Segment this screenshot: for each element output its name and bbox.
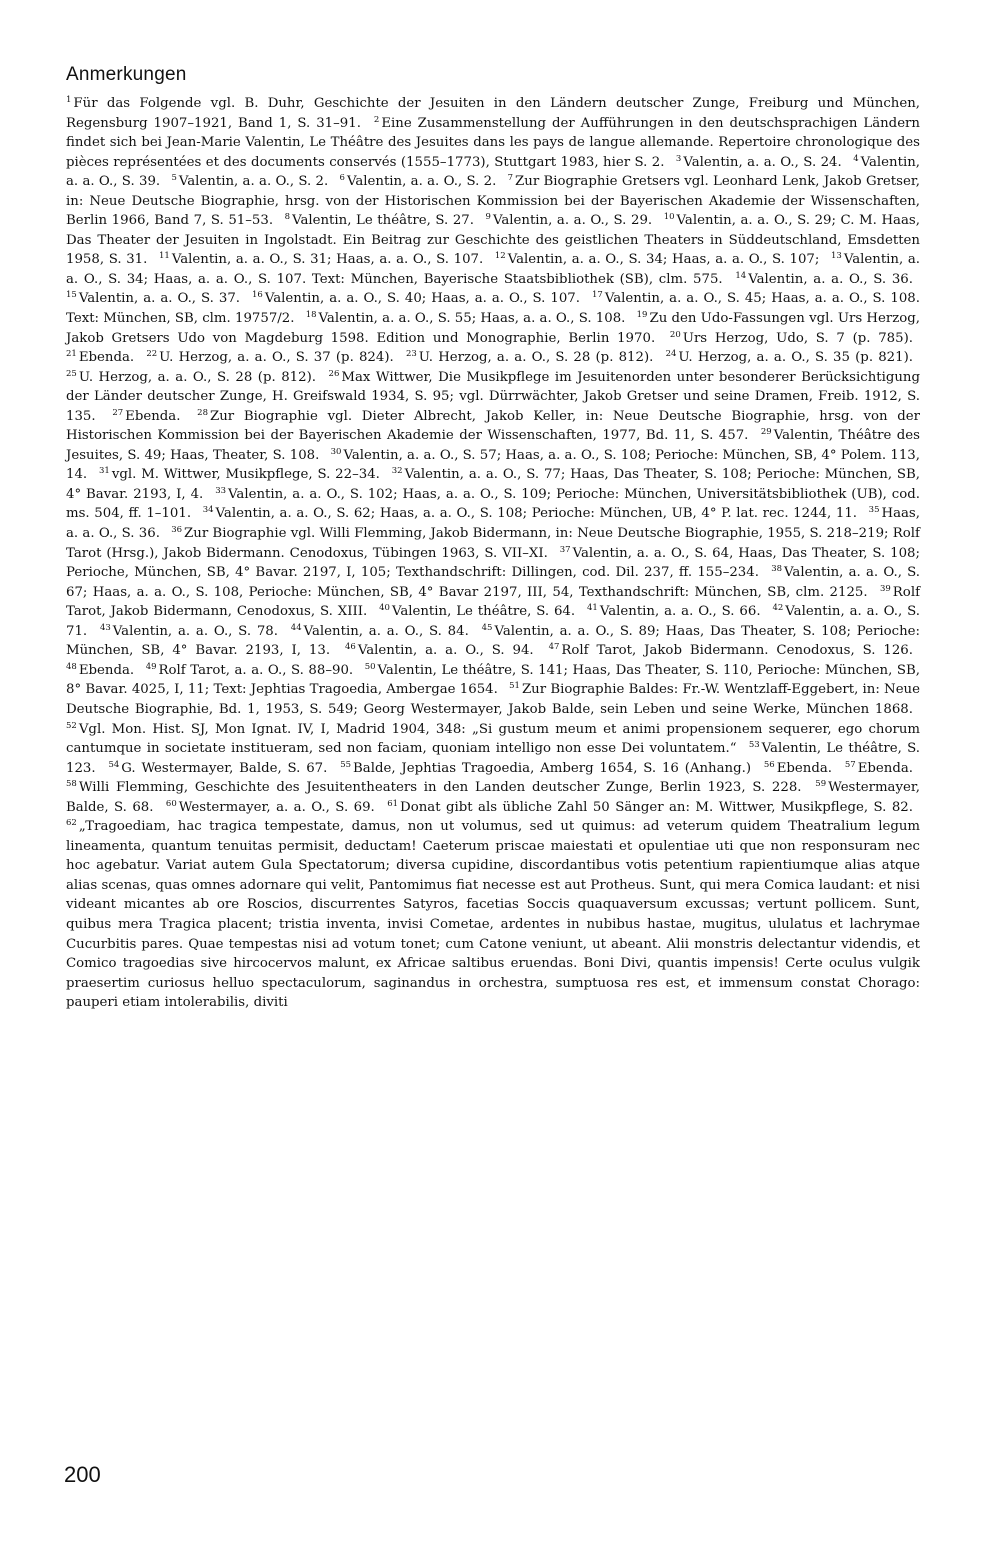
endnote-number: 59	[815, 779, 827, 790]
endnote	[379, 604, 582, 619]
endnote-number: 35	[868, 505, 880, 516]
endnote-number: 6	[339, 173, 345, 184]
endnote-text: Valentin, a. a. O., S. 57; Haas, a. a. O., S. 108; Perioche: München, SB, 4° Polem. 113, 14.	[66, 447, 920, 483]
endnote-number: 25	[66, 368, 77, 379]
endnote	[587, 604, 768, 619]
endnote-number: 53	[748, 740, 760, 751]
endnote-text: Zur Biographie Gretsers vgl. Leonhard Lenk, Jakob Gretser, in: Neue Deutsche Biographie, hrsg. von der Historischen Kommission bei der Bayerischen Akademie der Wissenschaften, Berlin 1966, Band 7, S. 51–53.	[66, 174, 920, 229]
endnote-number: 17	[591, 290, 603, 301]
endnote	[252, 291, 587, 306]
endnote-number: 47	[548, 642, 560, 653]
endnote	[203, 506, 864, 521]
endnote	[764, 761, 839, 776]
endnote-text: Zu den Udo-Fassungen vgl. Urs Herzog, Jakob Gretsers Udo von Magdeburg 1598. Edition und Monographie, Berlin 1970.	[66, 311, 920, 346]
endnote-text: Valentin, a. a. O., S. 34; Haas, a. a. O., S. 107. Text: München, Bayerische Staatsbibliothek (SB), clm. 575.	[66, 252, 921, 287]
endnote-text: Zur Biographie Baldes: Fr.-W. Wentzlaff-Eggebert, in: Neue Deutsche Biographie, Bd. 1, 1953, S. 549; Georg Westermayer, Jakob Balde, sein Leben und seine Werke, München 1868.	[66, 682, 920, 717]
endnote-text: Valentin, a. a. O., S. 39.	[66, 154, 920, 190]
endnote-text: Valentin, a. a. O., S. 29; C. M. Haas, Das Theater der Jesuiten in Ingolstadt. Ein Beitrag zur Geschichte des geistlichen Theaters in Süddeutschland, Emsdetten 1958, S. 31.	[66, 213, 920, 268]
endnote	[486, 213, 660, 228]
endnote-number: 54	[108, 759, 120, 770]
endnote-number: 61	[387, 798, 399, 809]
endnote-text: Westermayer, a. a. O., S. 69.	[178, 799, 375, 815]
endnote-text: Valentin, a. a. O., S. 78.	[112, 623, 278, 639]
endnote-text: Donat gibt als übliche Zahl 50 Sänger an: M. Wittwer, Musikpflege, S. 82.	[400, 799, 913, 815]
endnote-text: Valentin, a. a. O., S. 94.	[357, 643, 534, 659]
endnote-number: 31	[99, 466, 110, 477]
endnote-text: Valentin, a. a. O., S. 36.	[748, 271, 913, 287]
endnote-number: 51	[509, 681, 520, 692]
endnote	[166, 800, 382, 815]
endnote-number: 9	[485, 212, 491, 223]
endnote-number: 40	[379, 603, 390, 614]
endnote-text: Valentin, a. a. O., S. 55; Haas, a. a. O., S. 108.	[318, 311, 626, 327]
endnote-number: 46	[344, 642, 356, 653]
endnote-number: 52	[66, 720, 77, 731]
endnote-text: Valentin, a. a. O., S. 89; Haas, Das Theater, S. 108; Perioche: München, SB, 4° Bavar. 2193, I, 13.	[66, 623, 920, 659]
endnote-number: 26	[328, 368, 340, 379]
endnote-text: „Tragoediam, hac tragica tempestate, damus, non ut volumus, sed ut quimus: ad veterum quidem Theatralium legum lineamenta, quantum tenuitas permisit, deductam! Caeterum priscae maiestati et opulentiae uti que non responsuram nec hoc agebatur. Variat autem Gula Spectatorum; diversa cupidine, discordantibus votis petentium rapientiumque alias atque alias scenas, quas omnes adornare qui velit, Pantomimus fiat necesse est aut Protheus. Sunt, qui mera Comica laudant: et nisi videant micantes ab ore Roscios, discurrentes Satyros, facetias Soccis quaquaversum excussas; vertunt pollicem. Sunt, quibus mera Tragica placent; tristia inventa, invisi Cometae, ardentes in nubibus hastae, mugitus, ululatus et lachrymae Cucurbitis pares. Quae tempestas nisi ad votum tonet; cum Catone veniunt, ut abeant. Alii monstris delectantur videndis, et Comico tragoedias sive hircocervos malunt, ex Africae saltibus eruendas. Boni Divi, quantis impensis! Certe oculus vulgik praesertim curiosus helluo spectaculorum, saginandus in orchestra, sumptuosa res est, et immensum constat Chorago: pauperi etiam intolerabilis, diviti	[66, 819, 920, 1011]
endnote-number: 5	[171, 173, 177, 184]
endnote-number: 15	[66, 290, 77, 301]
endnote	[66, 350, 141, 365]
endnote-number: 29	[760, 427, 772, 438]
section-heading: Anmerkungen	[66, 64, 187, 85]
endnote-text: Valentin, a. a. O., S. 2.	[346, 174, 497, 190]
endnote-text: Valentin, Le théâtre, S. 123.	[66, 741, 921, 776]
endnote	[735, 272, 920, 287]
endnote-text: Valentin, a. a. O., S. 34; Haas, a. a. O., S. 107;	[507, 252, 820, 268]
endnote-number: 41	[587, 603, 598, 614]
endnote-number: 32	[391, 466, 403, 477]
endnote-text: Zur Biographie vgl. Dieter Albrecht, Jakob Keller, in: Neue Deutsche Biographie, hrsg. von der Historischen Kommission bei der Bayerischen Akademie der Wissenschaften, 1977, Bd. 11, S. 457.	[66, 408, 920, 444]
endnote-text: U. Herzog, a. a. O., S. 28 (p. 812).	[78, 369, 317, 385]
endnote-number: 57	[844, 759, 856, 770]
endnote-text: Valentin, Le théâtre, S. 64.	[391, 604, 576, 620]
endnote-text: Vgl. Mon. Hist. SJ, Mon Ignat. IV, I, Madrid 1904, 348: „Si gustum meum et animi propensionem sequerer, ego chorum cantumque in societate institueram, sed non faciam, quoniam intelligo non esse Dei voluntatem.“	[66, 721, 920, 757]
endnote	[676, 155, 849, 170]
endnote-text: Rolf Tarot, Jakob Bidermann, Cenodoxus, S. XIII.	[66, 584, 920, 620]
endnote	[345, 643, 541, 658]
endnote-text: Rolf Tarot, Jakob Bidermann. Cenodoxus, S. 126.	[561, 643, 913, 659]
endnote-text: Ebenda.	[857, 760, 914, 776]
endnote	[291, 624, 476, 639]
endnote-number: 39	[879, 583, 891, 594]
endnote-number: 19	[636, 310, 648, 321]
endnote-number: 21	[66, 349, 77, 360]
endnote-text: U. Herzog, a. a. O., S. 35 (p. 821).	[678, 350, 914, 366]
endnote-number: 62	[66, 818, 77, 829]
endnote	[549, 643, 920, 658]
endnote-text: Valentin, a. a. O., S. 66.	[599, 604, 761, 620]
endnote-number: 56	[763, 759, 775, 770]
endnote-number: 44	[290, 622, 302, 633]
endnote	[146, 663, 360, 678]
endnote-number: 58	[66, 779, 77, 790]
endnote-text: Ebenda.	[78, 662, 135, 678]
endnote	[66, 780, 809, 795]
endnote-number: 43	[99, 622, 111, 633]
endnote-text: Westermayer, Balde, S. 68.	[66, 780, 920, 815]
endnote-text: vgl. M. Wittwer, Musikpflege, S. 22–34.	[111, 467, 380, 483]
endnote-text: U. Herzog, a. a. O., S. 28 (p. 812).	[418, 350, 654, 366]
endnote-number: 42	[772, 603, 784, 614]
endnote-text: Haas, a. a. O., S. 36.	[66, 506, 920, 542]
endnote-text: Valentin, a. a. O., S. 40; Haas, a. a. O., S. 107.	[264, 291, 580, 307]
endnote-number: 11	[159, 251, 170, 262]
endnote	[306, 311, 633, 326]
endnote	[108, 761, 334, 776]
endnote-number: 20	[669, 329, 681, 340]
endnote-number: 1	[66, 95, 72, 105]
endnote-number: 34	[202, 505, 214, 516]
endnote	[340, 761, 758, 776]
endnote-text: Rolf Tarot, a. a. O., S. 88–90.	[158, 662, 354, 678]
endnote-text: Valentin, a. a. O., S. 102; Haas, a. a. O., S. 109; Perioche: München, Universitätsbibliothek (UB), cod. ms. 504, ff. 1–101.	[66, 486, 920, 522]
endnote-text: Ebenda.	[776, 760, 833, 776]
endnote-number: 23	[405, 349, 417, 360]
endnote-number: 13	[831, 251, 842, 262]
endnote-number: 22	[146, 349, 158, 360]
endnote-text: Valentin, a. a. O., S. 62; Haas, a. a. O., S. 108; Perioche: München, UB, 4° P. lat. rec. 1244, 11.	[215, 506, 858, 522]
page-number: 200	[64, 1462, 101, 1487]
endnote-number: 16	[252, 290, 263, 301]
endnote-number: 50	[364, 661, 376, 672]
endnote-text: Valentin, a. a. O., S. 67; Haas, a. a. O., S. 108, Perioche: München, SB, 4° Bavar 2197, III, 54, Texthandschrift: München, SB, clm. 2125.	[66, 565, 920, 600]
endnote-text: Max Wittwer, Die Musikpflege im Jesuitenorden unter besonderer Berücksichtigung der Länder deutscher Zunge, H. Greifswald 1934, S. 95; vgl. Dürrwächter, Jakob Gretser und seine Dramen, Freib. 1912, S. 135.	[66, 369, 920, 424]
endnote	[387, 800, 920, 815]
endnote-number: 4	[853, 153, 859, 164]
endnote	[112, 409, 187, 424]
endnote-number: 14	[735, 270, 747, 281]
endnote-number: 33	[215, 485, 227, 496]
endnote-text: Für das Folgende vgl. B. Duhr, Geschichte der Jesuiten in den Ländern deutscher Zunge, Freiburg und München, Regensburg 1907–1921, Band 1, S. 31–91.	[66, 96, 920, 131]
endnote	[171, 174, 335, 189]
endnote-text: Eine Zusammenstellung der Aufführungen in den deutschsprachigen Ländern findet sich bei Jean-Marie Valentin, Le Théâtre des Jesuites dans les pays de langue allemande. Repertoire chronologique des pièces représentées et des documents conservés (1555–1773), Stuttgart 1983, hier S. 2.	[66, 115, 920, 170]
endnote	[285, 213, 481, 228]
endnote	[670, 331, 920, 346]
endnote-number: 45	[481, 622, 493, 633]
endnote-number: 37	[559, 544, 571, 555]
endnote-text: Ebenda.	[125, 408, 181, 424]
endnote-text: Urs Herzog, Udo, S. 7 (p. 785).	[682, 330, 914, 346]
endnote-text: G. Westermayer, Balde, S. 67.	[121, 760, 328, 776]
endnote-number: 18	[305, 310, 317, 321]
endnote-text: Valentin, a. a. O., S. 24.	[683, 154, 842, 170]
endnote-number: 24	[665, 349, 677, 360]
endnote-number: 12	[494, 251, 506, 262]
endnote-text: Valentin, a. a. O., S. 45; Haas, a. a. O., S. 108. Text: München, SB, clm. 19757/2.	[66, 291, 920, 327]
endnote-number: 48	[66, 661, 77, 672]
endnote-text: Valentin, a. a. O., S. 29.	[492, 213, 653, 229]
endnote-number: 10	[663, 212, 675, 223]
endnote-number: 2	[373, 114, 380, 125]
endnote-text: Valentin, a. a. O., S. 77; Haas, Das Theater, S. 108; Perioche: München, SB, 4° Bavar. 2193, I, 4.	[66, 467, 921, 502]
endnote-text: Valentin, a. a. O., S. 84.	[303, 623, 469, 639]
endnote	[66, 291, 247, 306]
endnote	[406, 350, 660, 365]
endnote	[66, 819, 920, 1010]
endnote-number: 3	[675, 153, 682, 164]
endnote	[340, 174, 504, 189]
endnote	[146, 350, 400, 365]
endnote	[666, 350, 920, 365]
endnote-number: 55	[340, 759, 352, 770]
endnote	[100, 624, 285, 639]
endnote	[159, 252, 490, 267]
endnote-text: Ebenda.	[78, 350, 135, 366]
endnote-text: Valentin, a. a. O., S. 37.	[78, 291, 241, 307]
endnote-text: U. Herzog, a. a. O., S. 37 (p. 824).	[159, 350, 394, 366]
endnote-number: 36	[171, 525, 183, 536]
endnote-text: Valentin, Le théâtre, S. 27.	[292, 213, 474, 229]
endnote-number: 60	[165, 798, 177, 809]
endnote-text: Valentin, Théâtre des Jesuites, S. 49; Haas, Theater, S. 108.	[66, 428, 920, 463]
endnote	[845, 761, 920, 776]
endnote-text: Valentin, a. a. O., S. 64, Haas, Das Theater, S. 108; Perioche, München, SB, 4° Bavar. 2197, I, 105; Texthandschrift: Dillingen, cod. Dil. 237, ff. 155–234.	[66, 545, 920, 581]
endnotes-block	[66, 94, 920, 1013]
endnote	[66, 370, 323, 385]
endnote-text: Valentin, Le théâtre, S. 141; Haas, Das Theater, S. 110, Perioche: München, SB, 8° Bavar. 4025, I, 11; Text: Jephtias Tragoedia, Ambergae 1654.	[66, 662, 920, 698]
endnote	[495, 252, 826, 267]
endnote	[99, 467, 387, 482]
endnote-number: 28	[197, 407, 208, 418]
endnote-text: Balde, Jephtias Tragoedia, Amberg 1654, S. 16 (Anhang.)	[353, 760, 752, 776]
endnote-number: 49	[145, 661, 157, 672]
endnote-text: Zur Biographie vgl. Willi Flemming, Jakob Bidermann, in: Neue Deutsche Biographie, 1955, S. 218–219; Rolf Tarot (Hrsg.), Jakob Bidermann. Cenodoxus, Tübingen 1963, S. VII–XI.	[66, 526, 920, 561]
endnote-number: 38	[771, 564, 783, 575]
endnote	[66, 663, 141, 678]
endnote-text: Willi Flemming, Geschichte des Jesuitentheaters in den Landen deutscher Zunge, Berlin 1923, S. 228.	[78, 780, 802, 796]
endnote-text: Valentin, a. a. O., S. 2.	[178, 174, 329, 190]
endnote-number: 7	[507, 173, 514, 184]
endnote-text: Valentin, a. a. O., S. 71.	[66, 604, 920, 639]
endnote-text: Valentin, a. a. O., S. 31; Haas, a. a. O., S. 107.	[171, 252, 484, 268]
endnote-number: 30	[330, 446, 342, 457]
endnote-number: 8	[284, 212, 291, 223]
endnote-number: 27	[112, 407, 124, 418]
